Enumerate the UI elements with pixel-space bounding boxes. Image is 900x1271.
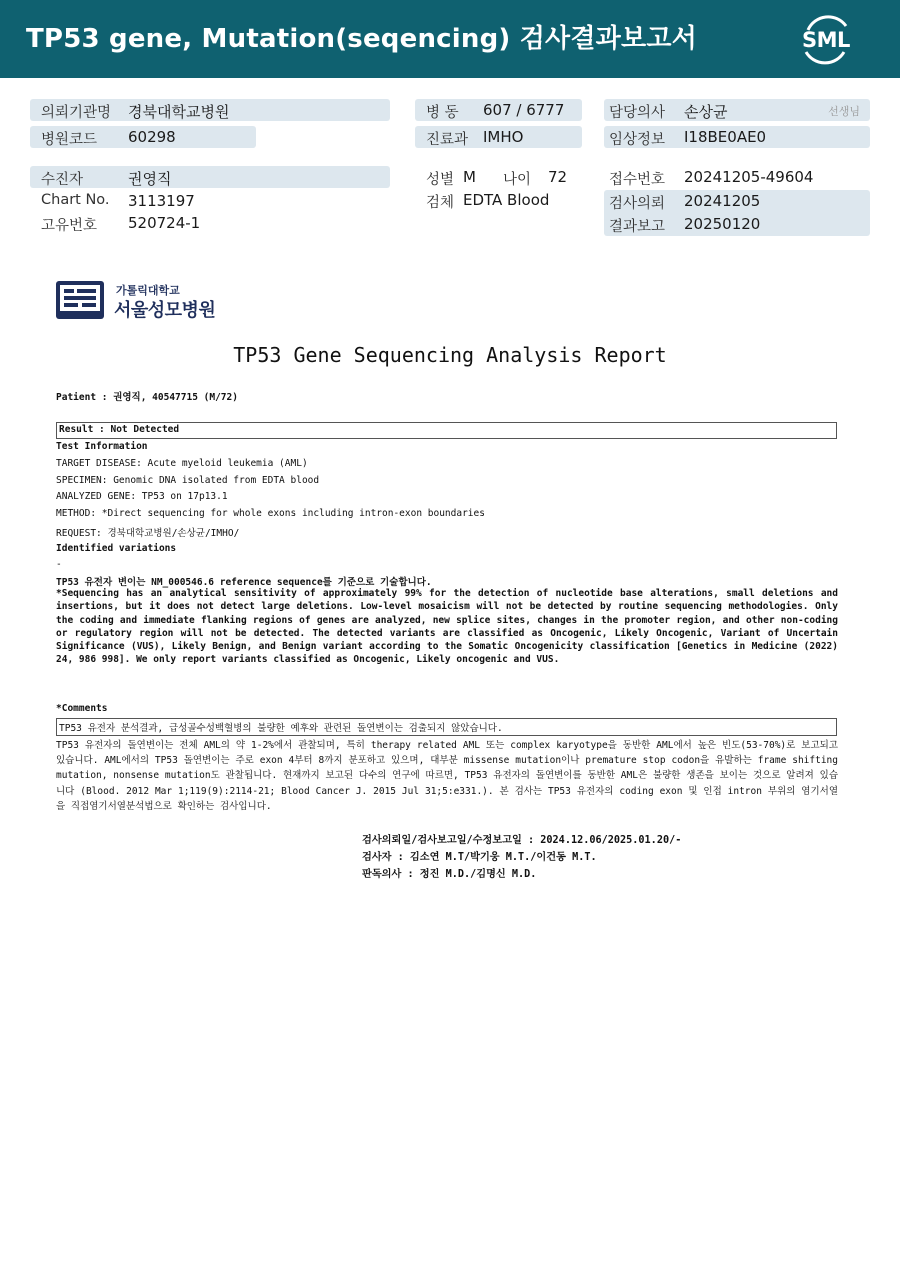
report-date-value: 20250120	[684, 215, 761, 233]
report-title-header: TP53 gene, Mutation(seqencing) 검사결과보고서	[26, 24, 697, 54]
specimen-field	[415, 189, 582, 211]
receipt-label: 접수번호	[609, 172, 666, 188]
specimen-label: 검체	[426, 195, 455, 211]
clinical-label: 임상정보	[609, 132, 666, 148]
doctor-field	[604, 99, 870, 121]
doctor-suffix: 선생님	[828, 105, 860, 118]
clinical-value: I18BE0AE0	[684, 128, 767, 146]
institution-field	[30, 99, 390, 121]
sex-age-field	[415, 166, 582, 188]
specimen-value: EDTA Blood	[463, 191, 550, 209]
analyzed-gene: ANALYZED GENE: TP53 on 17p13.1	[56, 491, 228, 502]
reference-note: TP53 유전자 변이는 NM_000546.6 reference sequence를 기준으로 기술합니다.	[56, 577, 432, 588]
hospital-name-small: 가톨릭대학교	[116, 284, 180, 297]
unique-field	[30, 212, 390, 234]
ward-value: 607 / 6777	[483, 101, 565, 119]
clinical-field	[604, 126, 870, 148]
age-label: 나이	[503, 172, 532, 188]
sml-logo-text: SML	[802, 28, 850, 52]
unique-value: 520724-1	[128, 214, 201, 232]
result-text: Result : Not Detected	[59, 424, 180, 435]
chart-value: 3113197	[128, 192, 195, 210]
target-disease: TARGET DISEASE: Acute myeloid leukemia (AML)	[56, 458, 308, 469]
comments-heading: *Comments	[56, 703, 108, 714]
request-line: REQUEST: 경북대학교병원/손상균/IMHO/	[56, 528, 240, 539]
hospital-emblem-icon	[55, 280, 105, 320]
comment-body: TP53 유전자의 돌연변이는 전체 AML의 약 1-2%에서 관찰되며, 특히 therapy related AML 또는 complex karyotype을 동반한 AML에서 높은 빈도(53-70%)로 보고되고 있습니다. AML에서의 TP53 돌연변이는 주로 exon 4부터 8까지 분포하고 있으며, 대부분 missense mutation이나 premature stop codon을 유발하는 frame shifting mutation, nonsense mutation도 관찰됩니다. 현재까지 보고된 다수의 연구에 따르면, TP53 유전자의 돌연변이를 동반한 AML은 불량한 생존을 보이는 것으로 알려져 있습니다 (Blood. 2012 Mar 1;119(9):2114-21; Blood Cancer J. 2015 Jul 31;5:e331.). 본 검사는 TP53 유전자의 coding exon 및 인접 intron 부위의 염기서열을 직접염기서열분석법으로 확인하는 검사입니다.	[56, 740, 838, 812]
hospital-code-label: 병원코드	[41, 132, 98, 148]
receipt-field	[604, 166, 870, 188]
doctor-label: 담당의사	[609, 105, 666, 121]
hospital-logo	[55, 280, 255, 322]
sex-label: 성별	[426, 172, 455, 188]
receipt-value: 20241205-49604	[684, 168, 814, 186]
request-date-label: 검사의뢰	[609, 196, 666, 212]
hospital-code-field	[30, 126, 256, 148]
age-value: 72	[548, 168, 568, 186]
request-date-value: 20241205	[684, 192, 761, 210]
dept-label: 진료과	[426, 132, 469, 148]
chart-label: Chart No.	[41, 192, 110, 208]
institution-value: 경북대학교병원	[128, 103, 230, 121]
ward-label: 병 동	[426, 105, 459, 121]
dept-value: IMHO	[483, 128, 524, 146]
comment-box-text: TP53 유전자 분석결과, 급성골수성백혈병의 불량한 예후와 관련된 돌연변이는 검출되지 않았습니다.	[59, 723, 503, 734]
dates-field	[604, 190, 870, 236]
method-line: METHOD: *Direct sequencing for whole exons including intron-exon boundaries	[56, 508, 485, 519]
physicians: 판독의사 : 정진 M.D./김명신 M.D.	[362, 869, 537, 880]
ward-field	[415, 99, 582, 121]
dept-field	[415, 126, 582, 148]
comment-box	[56, 718, 837, 736]
institution-label: 의뢰기관명	[41, 105, 112, 121]
hospital-name-big: 서울성모병원	[114, 300, 216, 321]
identified-heading: Identified variations	[56, 543, 177, 554]
report-header-bar	[0, 0, 900, 78]
report-title: TP53 Gene Sequencing Analysis Report	[233, 343, 667, 367]
sml-logo	[796, 12, 856, 66]
result-box	[56, 422, 837, 439]
patient-field	[30, 166, 390, 188]
report-date-label: 결과보고	[609, 219, 666, 235]
specimen-line: SPECIMEN: Genomic DNA isolated from EDTA blood	[56, 475, 320, 486]
patient-line: Patient : 권영직, 40547715 (M/72)	[56, 392, 238, 403]
identified-value: -	[56, 559, 62, 570]
doctor-value: 손상균	[684, 103, 728, 121]
chart-field	[30, 190, 390, 212]
test-info-heading: Test Information	[56, 441, 148, 452]
technicians: 검사자 : 김소연 M.T/박기웅 M.T./이건동 M.T.	[362, 852, 597, 863]
patient-label: 수진자	[41, 172, 84, 188]
sensitivity-note: *Sequencing has an analytical sensitivity of approximately 99% for the detection of nucleotide base alterations, small deletions and insertions, but it does not detect large deletions. Low-level mosaicism will not be detected by routine sequencing methodologies. Only the coding and immediate flanking regions of genes are analyzed, new splice sites, changes in the promoter region, and other non-coding or regulatory region will not be detected. The detected variants are classified as Oncogenic, Likely Oncogenic, Variant of Uncertain Significance (VUS), Likely Benign, and Benign variant according to the Somatic Oncogenicity classification [Genetics in Medicine (2022) 24, 986 998]. We only report variants classified as Oncogenic, Likely oncogenic and VUS.	[56, 588, 838, 666]
report-dates: 검사의뢰일/검사보고일/수정보고일 : 2024.12.06/2025.01.20/-	[362, 835, 682, 846]
unique-label: 고유번호	[41, 218, 98, 234]
sex-value: M	[463, 168, 476, 186]
patient-value: 권영직	[128, 170, 172, 188]
hospital-code-value: 60298	[128, 128, 176, 146]
